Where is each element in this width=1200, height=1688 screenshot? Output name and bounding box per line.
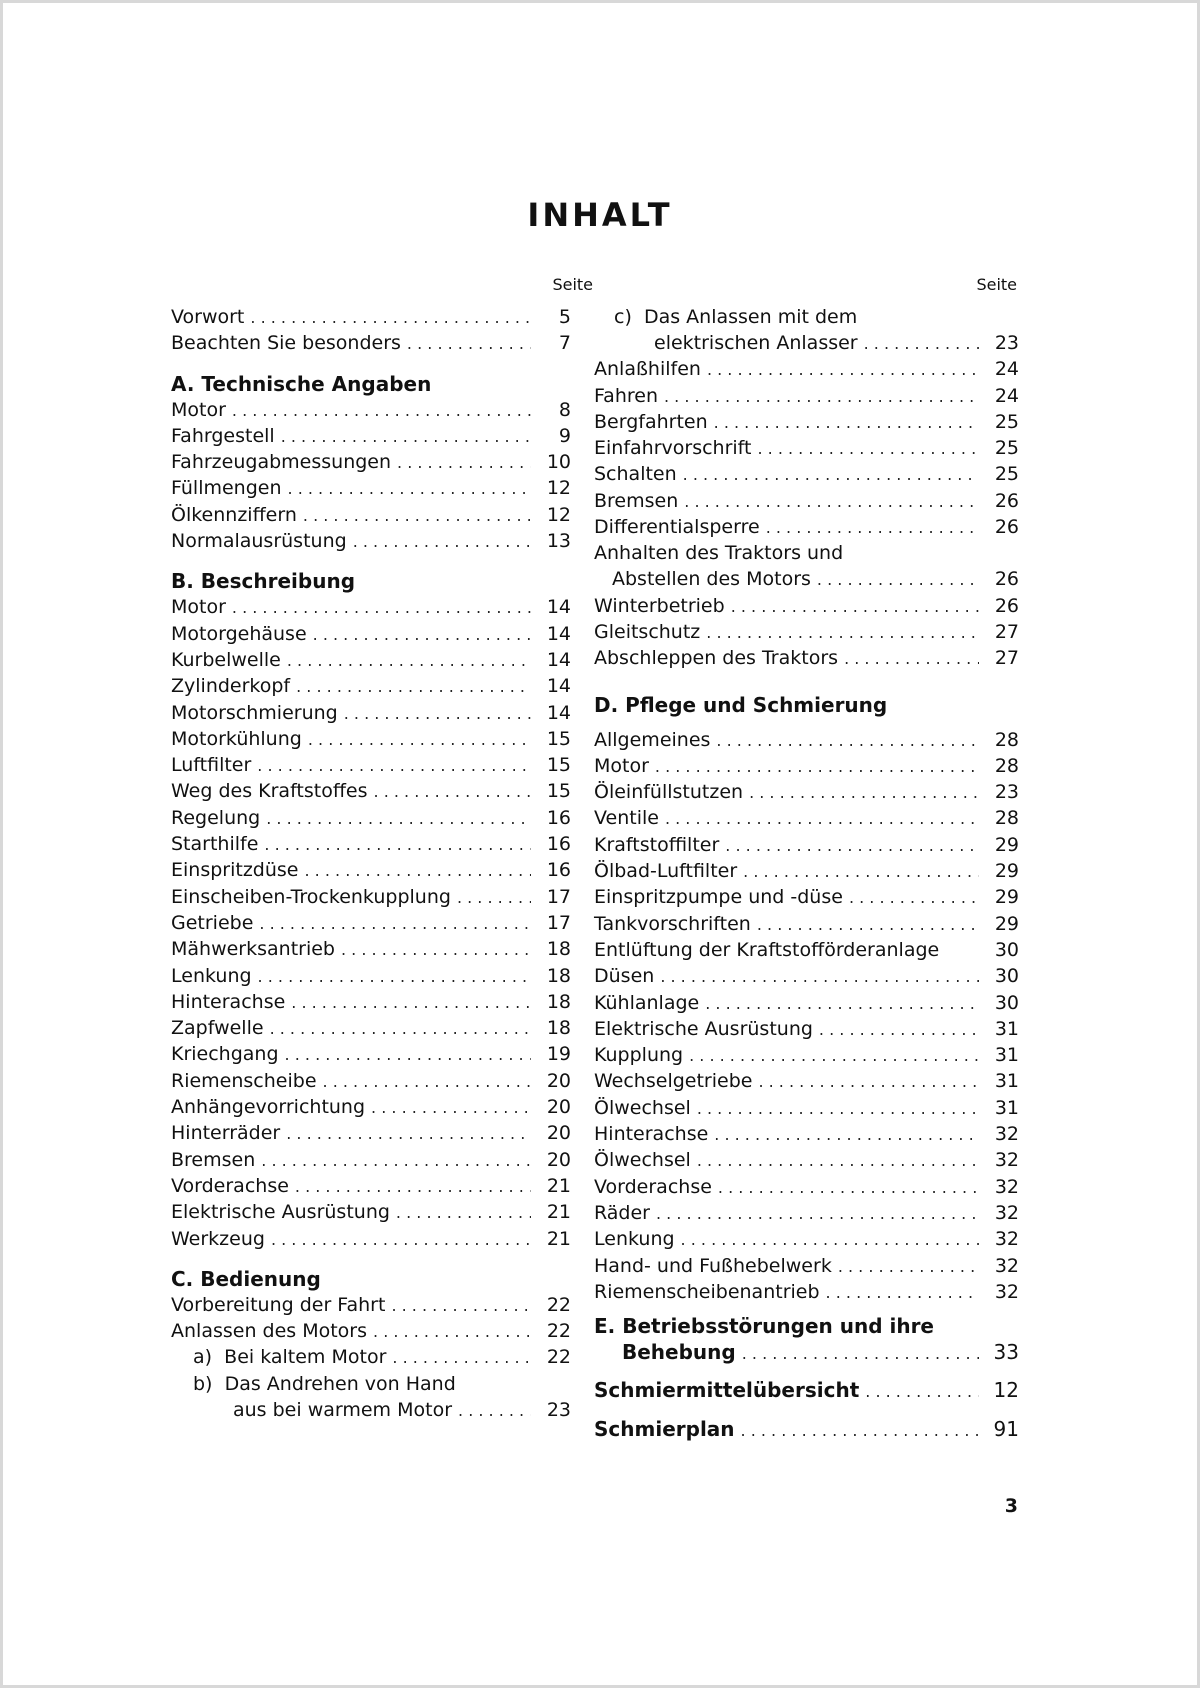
- toc-entry-page: 20: [546, 1096, 571, 1119]
- toc-entry-title: Motorgehäuse: [171, 622, 307, 645]
- toc-entry-title: Ölkennziffern: [171, 503, 297, 526]
- toc-right-column: [594, 304, 1019, 1442]
- toc-entry: [594, 779, 1019, 805]
- toc-entry-title: Motor: [594, 754, 649, 777]
- dot-leader: [323, 1069, 531, 1095]
- dot-leader: [716, 728, 979, 754]
- toc-entry-title: Ölwechsel: [594, 1096, 691, 1119]
- toc-entry: [594, 1016, 1019, 1042]
- section-d-entries: [594, 727, 1019, 1306]
- toc-entry-page: 17: [546, 885, 571, 908]
- toc-entry-page: 28: [994, 807, 1019, 830]
- toc-entry-page: 32: [994, 1123, 1019, 1146]
- toc-entry: Vorwort . . . 5: [171, 304, 571, 330]
- toc-entry: [594, 514, 1019, 540]
- toc-entry: [171, 1015, 571, 1041]
- toc-entry-title: Gleitschutz: [594, 620, 701, 643]
- toc-entry-page: 28: [994, 728, 1019, 751]
- toc-entry-page: 32: [994, 1228, 1019, 1251]
- toc-entry-page: 12: [546, 503, 571, 526]
- dot-leader: [303, 503, 531, 529]
- section-c-continued-entries: [594, 356, 1019, 540]
- toc-entry-title: Ventile: [594, 807, 659, 830]
- toc-entry-page: 18: [546, 990, 571, 1013]
- toc-entry-title: Kriechgang: [171, 1043, 279, 1066]
- toc-entry-page: 32: [994, 1280, 1019, 1303]
- toc-entry-page: 8: [558, 398, 571, 421]
- toc-entry: [171, 423, 571, 449]
- section-b-entries: [171, 594, 571, 1251]
- toc-entry-page: 19: [546, 1043, 571, 1066]
- toc-entry: [594, 832, 1019, 858]
- toc-entry-title: Differentialsperre: [594, 516, 760, 539]
- toc-entry-title: Fahrgestell: [171, 424, 275, 447]
- toc-entry-schmierplan: Schmierplan . . . 91: [594, 1416, 1019, 1442]
- toc-entry-title: Abschleppen des Traktors: [594, 647, 839, 670]
- dot-leader: [295, 1174, 531, 1200]
- dot-leader: [826, 1280, 979, 1306]
- dot-leader: [259, 911, 531, 937]
- toc-entry: [171, 805, 571, 831]
- toc-entry: [594, 990, 1019, 1016]
- toc-entry-page: 26: [994, 516, 1019, 539]
- toc-entry: [171, 449, 571, 475]
- dot-leader: [371, 1095, 531, 1121]
- toc-entry-title: Ölwechsel: [594, 1149, 691, 1172]
- toc-entry-page: 18: [546, 1017, 571, 1040]
- toc-entry-page: 32: [994, 1201, 1019, 1224]
- toc-entry-anhalten-line2: Abstellen des Motors . . . 26: [594, 566, 1019, 592]
- toc-entry-title: Einspritzpumpe und -düse: [594, 886, 843, 909]
- toc-entry: [594, 1253, 1019, 1279]
- dot-leader: [305, 858, 532, 884]
- toc-entry-page: 30: [994, 965, 1019, 988]
- toc-entry-title: Vorderachse: [171, 1174, 289, 1197]
- toc-entry: [594, 409, 1019, 435]
- toc-entry-page: 25: [994, 410, 1019, 433]
- toc-entry-title: Motorkühlung: [171, 727, 302, 750]
- toc-entry-page: 29: [994, 886, 1019, 909]
- toc-entry: [594, 383, 1019, 409]
- toc-entry: [594, 1174, 1019, 1200]
- toc-entry-page: 16: [546, 859, 571, 882]
- toc-entry-page: 31: [994, 1070, 1019, 1093]
- toc-entry: [594, 858, 1019, 884]
- toc-entry-page: 21: [546, 1201, 571, 1224]
- dot-leader: [266, 806, 531, 832]
- toc-entry-page: 16: [546, 833, 571, 856]
- toc-entry: [171, 647, 571, 673]
- toc-entry-title: Fahrzeugabmessungen: [171, 451, 392, 474]
- dot-leader: [313, 622, 531, 648]
- toc-entry-page: 29: [994, 912, 1019, 935]
- dot-leader: [757, 436, 979, 462]
- toc-entry: [171, 963, 571, 989]
- toc-entry-title: Weg des Kraftstoffes: [171, 780, 368, 803]
- dot-leader: [296, 674, 531, 700]
- toc-entry: [594, 1226, 1019, 1252]
- toc-entry-page: 26: [994, 594, 1019, 617]
- dot-leader: [341, 937, 531, 963]
- toc-entry-page: 21: [546, 1227, 571, 1250]
- toc-entry-title: Zapfwelle: [171, 1017, 264, 1040]
- toc-entry-page: 24: [994, 384, 1019, 407]
- section-heading-e-line2: Behebung . . . 33: [594, 1339, 1019, 1365]
- toc-entry: [594, 435, 1019, 461]
- dot-leader: [457, 885, 531, 911]
- toc-entry: [171, 778, 571, 804]
- toc-entry-page: 20: [546, 1069, 571, 1092]
- toc-entry-title: Mähwerksantrieb: [171, 938, 335, 961]
- dot-leader: [844, 646, 979, 672]
- dot-leader: [396, 1200, 531, 1226]
- toc-entry: [171, 673, 571, 699]
- toc-entry-page: 18: [546, 964, 571, 987]
- toc-entry: [171, 1292, 571, 1318]
- dot-leader: [285, 1042, 531, 1068]
- dot-leader: [373, 1319, 531, 1345]
- dot-leader: [689, 1043, 979, 1069]
- section-c-continued-entries-2: [594, 593, 1019, 672]
- toc-entry-page: 31: [994, 1044, 1019, 1067]
- toc-entry: [171, 1173, 571, 1199]
- toc-entry-title: Motor: [171, 398, 226, 421]
- toc-entry-page: 32: [994, 1149, 1019, 1172]
- dot-leader: [731, 594, 979, 620]
- toc-entry-title: Elektrische Ausrüstung: [171, 1201, 390, 1224]
- section-heading-a: A. Technische Angaben: [171, 371, 432, 396]
- toc-entry: [594, 937, 1019, 963]
- toc-entry: [171, 700, 571, 726]
- toc-entry-page: 23: [994, 781, 1019, 804]
- dot-leader: [665, 806, 979, 832]
- seite-label-right: Seite: [976, 275, 1017, 294]
- toc-entry-title: Füllmengen: [171, 477, 282, 500]
- toc-entry-title: Kurbelwelle: [171, 648, 281, 671]
- toc-entry-title: Allgemeines: [594, 728, 711, 751]
- toc-subentry-b-line1: b) Das Andrehen von Hand: [193, 1372, 456, 1395]
- page-title: INHALT: [527, 196, 673, 234]
- toc-entry-schmiermittel: Schmiermittelübersicht . . . 12: [594, 1377, 1019, 1403]
- toc-entry-title: Ölbad-Luftfilter: [594, 860, 738, 883]
- toc-entry-page: 17: [546, 911, 571, 934]
- dot-leader: [271, 1227, 531, 1253]
- toc-entry: [171, 884, 571, 910]
- toc-left-column: [171, 304, 571, 1423]
- toc-entry: [171, 621, 571, 647]
- dot-leader: [656, 1201, 979, 1227]
- dot-leader: [706, 620, 979, 646]
- page-number: 3: [1004, 1495, 1018, 1517]
- toc-entry-title: Lenkung: [594, 1228, 675, 1251]
- dot-leader: [655, 754, 979, 780]
- toc-entry-title: Öleinfüllstutzen: [594, 781, 744, 804]
- toc-entry-title: Kühlanlage: [594, 991, 700, 1014]
- toc-entry-page: 28: [994, 754, 1019, 777]
- toc-entry-page: 14: [546, 648, 571, 671]
- dot-leader: [374, 779, 531, 805]
- dot-leader: [258, 964, 531, 990]
- toc-entry-page: 27: [994, 620, 1019, 643]
- toc-entry: [594, 1147, 1019, 1173]
- toc-entry-title: Vorderachse: [594, 1175, 712, 1198]
- toc-entry: [171, 1094, 571, 1120]
- toc-entry: [594, 1121, 1019, 1147]
- toc-entry-page: 16: [546, 806, 571, 829]
- toc-entry: [171, 1120, 571, 1146]
- toc-entry-title: Räder: [594, 1201, 650, 1224]
- dot-leader: [660, 964, 979, 990]
- toc-entry: [594, 1068, 1019, 1094]
- toc-entry-page: 21: [546, 1174, 571, 1197]
- toc-entry: [594, 619, 1019, 645]
- dot-leader: [664, 384, 979, 410]
- dot-leader: [743, 859, 979, 885]
- dot-leader: [291, 990, 531, 1016]
- toc-entry: [171, 726, 571, 752]
- toc-intro: [171, 304, 571, 357]
- section-heading-e-line1: E. Betriebsstörungen und ihre: [594, 1314, 934, 1339]
- toc-entry-title: Riemenscheibenantrieb: [594, 1280, 820, 1303]
- toc-entry-page: 32: [994, 1254, 1019, 1277]
- toc-entry: [594, 911, 1019, 937]
- toc-entry-title: Einscheiben-Trockenkupplung: [171, 885, 451, 908]
- toc-entry-title: Motorschmierung: [171, 701, 338, 724]
- toc-entry: [594, 356, 1019, 382]
- dot-leader: [718, 1175, 979, 1201]
- toc-entry-page: 25: [994, 437, 1019, 460]
- section-heading-d: D. Pflege und Schmierung: [594, 692, 888, 717]
- toc-entry-page: 20: [546, 1148, 571, 1171]
- toc-entry-title: Elektrische Ausrüstung: [594, 1017, 813, 1040]
- toc-entry-title: Kraftstoffilter: [594, 833, 720, 856]
- toc-entry-title: Normalausrüstung: [171, 530, 347, 553]
- toc-entry-title: Tankvorschriften: [594, 912, 751, 935]
- toc-entry-page: 9: [558, 424, 571, 447]
- toc-entry: [594, 1095, 1019, 1121]
- toc-entry-title: Bergfahrten: [594, 410, 708, 433]
- dot-leader: [766, 515, 979, 541]
- toc-entry-page: 15: [546, 727, 571, 750]
- dot-leader: [749, 780, 979, 806]
- toc-entry-title: Motor: [171, 596, 226, 619]
- toc-entry-page: 13: [546, 530, 571, 553]
- toc-entry: [171, 857, 571, 883]
- toc-entry: [171, 502, 571, 528]
- toc-entry: [171, 752, 571, 778]
- toc-subentry-a: a) Bei kaltem Motor . . . 22: [171, 1344, 571, 1370]
- section-a-entries: [171, 397, 571, 555]
- dot-leader: [819, 1017, 979, 1043]
- toc-entry-anhalten-line1: Anhalten des Traktors und: [594, 542, 844, 565]
- dot-leader: [232, 595, 531, 621]
- toc-entry-title: Starthilfe: [171, 833, 259, 856]
- toc-entry-title: Hinterachse: [594, 1123, 709, 1146]
- toc-subentry-b-line2: aus bei warmem Motor . . . 23: [171, 1397, 571, 1423]
- toc-entry-title: Bremsen: [594, 489, 679, 512]
- toc-entry-title: Einfahrvorschrift: [594, 437, 752, 460]
- toc-entry-title: Anlaßhilfen: [594, 358, 701, 381]
- dot-leader: [714, 410, 979, 436]
- toc-entry-title: Regelung: [171, 806, 261, 829]
- dot-leader: [264, 832, 531, 858]
- toc-entry: [594, 488, 1019, 514]
- toc-entry-title: Anlassen des Motors: [171, 1320, 368, 1343]
- toc-entry: [594, 1279, 1019, 1305]
- toc-entry: [171, 936, 571, 962]
- dot-leader: [758, 1069, 979, 1095]
- toc-entry-page: 20: [546, 1122, 571, 1145]
- toc-entry-title: Düsen: [594, 965, 655, 988]
- toc-entry-page: 14: [546, 701, 571, 724]
- toc-entry: [594, 753, 1019, 779]
- dot-leader: [257, 753, 531, 779]
- toc-entry-title: Hinterachse: [171, 990, 286, 1013]
- dot-leader: [683, 462, 979, 488]
- dot-leader: [681, 1227, 979, 1253]
- dot-leader: [697, 1148, 979, 1174]
- dot-leader: [391, 1293, 531, 1319]
- toc-entry-title: Werkzeug: [171, 1227, 265, 1250]
- toc-entry: [171, 1041, 571, 1067]
- toc-entry: [594, 461, 1019, 487]
- toc-entry-page: 25: [994, 463, 1019, 486]
- toc-entry: [594, 727, 1019, 753]
- dot-leader: [286, 1121, 531, 1147]
- toc-entry-page: 27: [994, 647, 1019, 670]
- dot-leader: [838, 1254, 979, 1280]
- toc-entry-title: Einspritzdüse: [171, 859, 299, 882]
- toc-entry-page: 14: [546, 596, 571, 619]
- toc-entry: [171, 594, 571, 620]
- toc-entry-page: 29: [994, 833, 1019, 856]
- toc-entry-page: 31: [994, 1096, 1019, 1119]
- toc-entry-page: 29: [994, 860, 1019, 883]
- toc-entry: [594, 805, 1019, 831]
- seite-label-left: Seite: [552, 275, 593, 294]
- toc-entry-title: Anhängevorrichtung: [171, 1096, 366, 1119]
- toc-entry: [171, 1226, 571, 1252]
- toc-entry-page: 10: [546, 451, 571, 474]
- toc-entry-page: 32: [994, 1175, 1019, 1198]
- toc-entry-title: Fahren: [594, 384, 658, 407]
- toc-entry-title: Wechselgetriebe: [594, 1070, 753, 1093]
- toc-entry-page: 12: [546, 477, 571, 500]
- toc-entry-title: Luftfilter: [171, 754, 252, 777]
- toc-entry-page: 30: [994, 991, 1019, 1014]
- toc-entry-page: 31: [994, 1017, 1019, 1040]
- toc-entry-page: 26: [994, 489, 1019, 512]
- toc-entry-page: 18: [546, 938, 571, 961]
- section-heading-c: C. Bedienung: [171, 1266, 321, 1291]
- toc-entry-title: Vorbereitung der Fahrt: [171, 1293, 386, 1316]
- toc-entry-page: 30: [994, 938, 1019, 961]
- toc-entry-title: Getriebe: [171, 911, 254, 934]
- toc-entry: [171, 397, 571, 423]
- toc-entry-page: 24: [994, 358, 1019, 381]
- toc-entry-title: Zylinderkopf: [171, 675, 291, 698]
- dot-leader: [261, 1148, 531, 1174]
- toc-entry: [171, 989, 571, 1015]
- toc-entry-title: Entlüftung der Kraftstofförderanlage: [594, 938, 940, 961]
- dot-leader: [288, 476, 531, 502]
- toc-entry-title: Riemenscheibe: [171, 1069, 317, 1092]
- toc-entry-page: 22: [546, 1293, 571, 1316]
- dot-leader: [270, 1016, 531, 1042]
- dot-leader: [397, 450, 531, 476]
- dot-leader: [344, 701, 531, 727]
- toc-entry: [171, 1147, 571, 1173]
- toc-entry: [594, 645, 1019, 671]
- dot-leader: [849, 885, 979, 911]
- toc-entry-page: 14: [546, 622, 571, 645]
- dot-leader: [287, 648, 531, 674]
- toc-entry-title: Hinterräder: [171, 1122, 281, 1145]
- toc-entry: [594, 593, 1019, 619]
- dot-leader: [705, 991, 979, 1017]
- toc-entry: [171, 910, 571, 936]
- toc-entry: [171, 528, 571, 554]
- dot-leader: [232, 398, 531, 424]
- toc-entry-title: Winterbetrieb: [594, 594, 725, 617]
- dot-leader: [697, 1096, 979, 1122]
- toc-entry-title: Schalten: [594, 463, 677, 486]
- section-c-entries: [171, 1292, 571, 1345]
- toc-entry-page: 15: [546, 780, 571, 803]
- toc-entry-page: 14: [546, 675, 571, 698]
- dot-leader: [684, 489, 979, 515]
- toc-entry: [594, 1200, 1019, 1226]
- dot-leader: [353, 529, 531, 555]
- toc-entry: [171, 831, 571, 857]
- toc-subentry-c-line1: c) Das Anlassen mit dem: [614, 306, 858, 328]
- toc-entry-title: Bremsen: [171, 1148, 256, 1171]
- toc-entry-title: Hand- und Fußhebelwerk: [594, 1254, 832, 1277]
- dot-leader: [757, 912, 979, 938]
- dot-leader: [281, 424, 531, 450]
- section-heading-b: B. Beschreibung: [171, 569, 356, 594]
- toc-entry: [171, 1199, 571, 1225]
- toc-entry: [171, 1318, 571, 1344]
- toc-entry: [594, 1042, 1019, 1068]
- toc-entry-page: 22: [546, 1320, 571, 1343]
- dot-leader: [707, 357, 979, 383]
- toc-entry-title: Lenkung: [171, 964, 252, 987]
- dot-leader: [714, 1122, 979, 1148]
- dot-leader: [725, 833, 979, 859]
- toc-entry-title: Kupplung: [594, 1044, 684, 1067]
- toc-entry: [594, 963, 1019, 989]
- toc-entry: Beachten Sie besonders . . . 7: [171, 330, 571, 356]
- toc-subentry-c-line2: elektrischen Anlasser . . . 23: [594, 330, 1019, 356]
- dot-leader: [308, 727, 531, 753]
- toc-entry: [171, 1068, 571, 1094]
- toc-entry-page: 15: [546, 754, 571, 777]
- toc-entry: [171, 475, 571, 501]
- toc-entry: [594, 884, 1019, 910]
